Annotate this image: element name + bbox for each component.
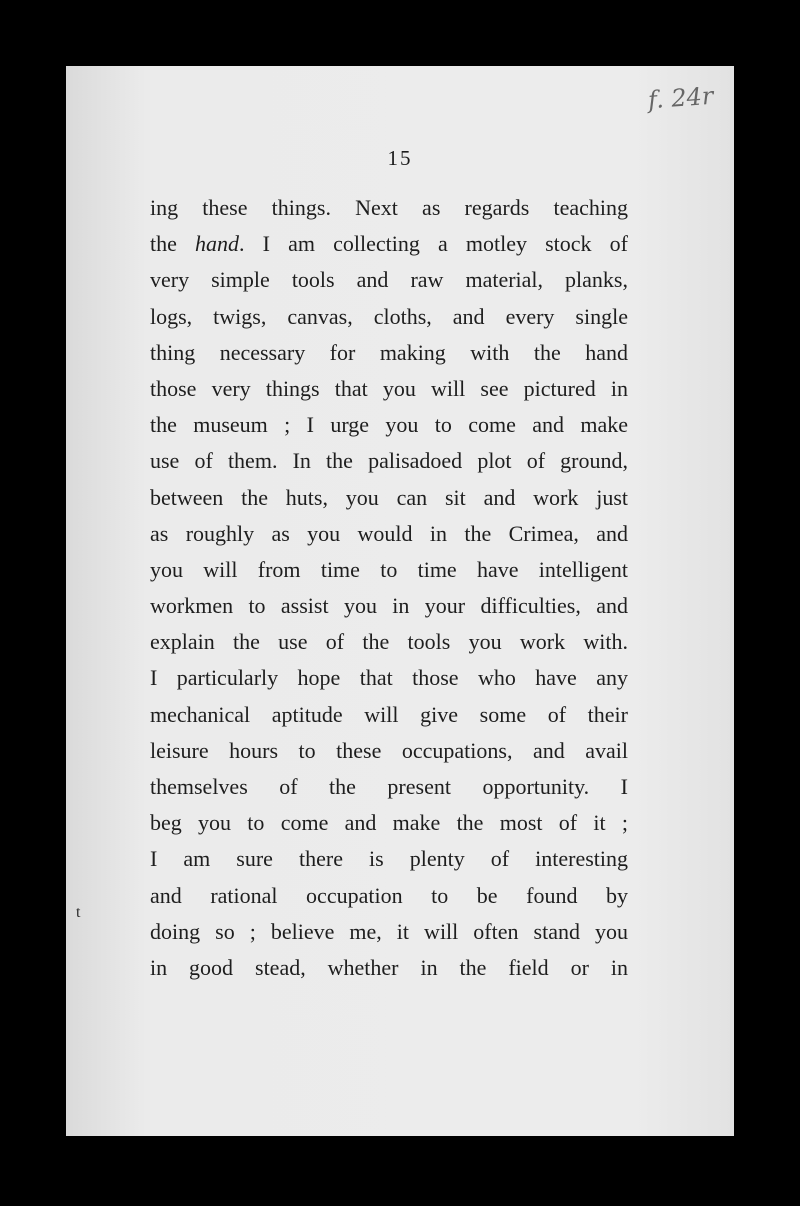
text-line: use of them. In the palisadoed plot of ground,: [150, 448, 628, 474]
text-line: as roughly as you would in the Crimea, and: [150, 520, 628, 546]
text-line: I particularly hope that those who have any: [150, 665, 628, 691]
text-line: ing these things. Next as regards teaching: [150, 195, 628, 220]
text-line: I am sure there is plenty of interesting: [150, 846, 628, 872]
folio-mark: f. 24r: [647, 81, 715, 115]
text-line: the hand. I am collecting a motley stock of: [150, 231, 628, 257]
text-line: you will from time to time have intelligent: [150, 556, 628, 582]
text-line: the museum ; I urge you to come and make: [150, 412, 628, 438]
text-line: between the huts, you can sit and work just: [150, 484, 628, 510]
text-line: and rational occupation to be found by: [150, 882, 628, 908]
margin-mark: t: [76, 904, 81, 921]
text-line: those very things that you will see pictured in: [150, 375, 628, 401]
text-line: themselves of the present opportunity. I: [150, 774, 628, 799]
text-line: leisure hours to these occupations, and avail: [150, 737, 628, 763]
text-line: doing so ; believe me, it will often stand you: [150, 918, 628, 944]
text-line: explain the use of the tools you work with.: [150, 629, 628, 655]
book-page: [66, 66, 734, 1136]
text-line: workmen to assist you in your difficulties, and: [150, 593, 628, 619]
text-line: thing necessary for making with the hand: [150, 339, 628, 365]
body-text: [150, 190, 628, 986]
text-line: beg you to come and make the most of it ;: [150, 810, 628, 836]
emphasis-word: hand: [195, 231, 240, 257]
page-number: 15: [387, 146, 413, 170]
text-line: in good stead, whether in the field or in: [150, 954, 628, 980]
text-line: mechanical aptitude will give some of their: [150, 701, 628, 727]
text-line: very simple tools and raw material, planks,: [150, 267, 628, 293]
text-line: logs, twigs, canvas, cloths, and every single: [150, 303, 628, 329]
